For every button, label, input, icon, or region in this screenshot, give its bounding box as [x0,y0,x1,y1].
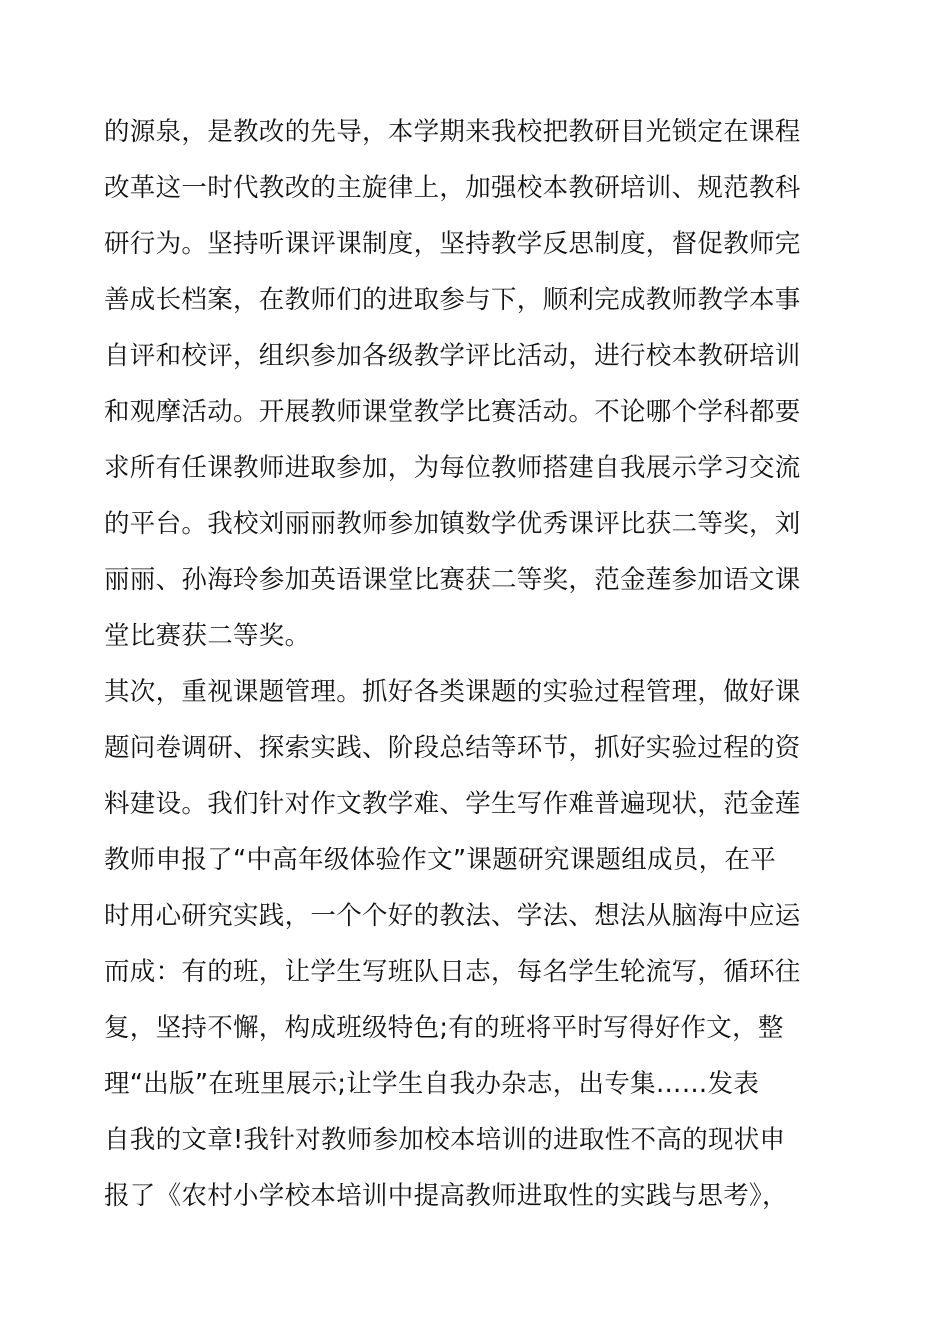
text-line: 其次，重视课题管理。抓好各类课题的实验过程管理，做好课 [104,677,801,707]
text-line: 和观摩活动。开展教师课堂教学比赛活动。不论哪个学科都要 [104,397,801,427]
text-line: 料建设。我们针对作文教学难、学生写作难普遍现状，范金莲 [104,789,801,819]
text-line: 理“出版”在班里展示;让学生自我办杂志，出专集……发表 [104,1069,760,1099]
text-line: 改革这一时代教改的主旋律上，加强校本教研培训、规范教科 [104,173,801,203]
text-line: 报了《农村小学校本培训中提高教师进取性的实践与思考》， [104,1181,788,1211]
text-line: 研行为。坚持听课评课制度，坚持教学反思制度，督促教师完 [104,229,801,259]
text-line: 自我的文章!我针对教师参加校本培训的进取性不高的现状申 [104,1125,786,1155]
text-line: 而成：有的班，让学生写班队日志，每名学生轮流写，循环往 [104,957,801,987]
text-line: 丽丽、孙海玲参加英语课堂比赛获二等奖，范金莲参加语文课 [104,565,801,595]
text-line: 复，坚持不懈，构成班级特色;有的班将平时写得好作文，整 [104,1013,784,1043]
text-line: 自评和校评，组织参加各级教学评比活动，进行校本教研培训 [104,341,801,371]
body-text [104,104,864,1224]
text-line: 时用心研究实践，一个个好的教法、学法、想法从脑海中应运 [104,901,801,931]
text-line: 教师申报了“中高年级体验作文”课题研究课题组成员，在平 [104,845,777,875]
text-line: 的平台。我校刘丽丽教师参加镇数学优秀课评比获二等奖，刘 [104,509,801,539]
text-line: 善成长档案，在教师们的进取参与下，顺利完成教师教学本事 [104,285,801,315]
text-line: 的源泉，是教改的先导，本学期来我校把教研目光锁定在课程 [104,117,801,147]
text-line: 题问卷调研、探索实践、阶段总结等环节，抓好实验过程的资 [104,733,801,763]
text-line: 堂比赛获二等奖。 [104,621,311,651]
text-line: 求所有任课教师进取参加，为每位教师搭建自我展示学习交流 [104,453,801,483]
